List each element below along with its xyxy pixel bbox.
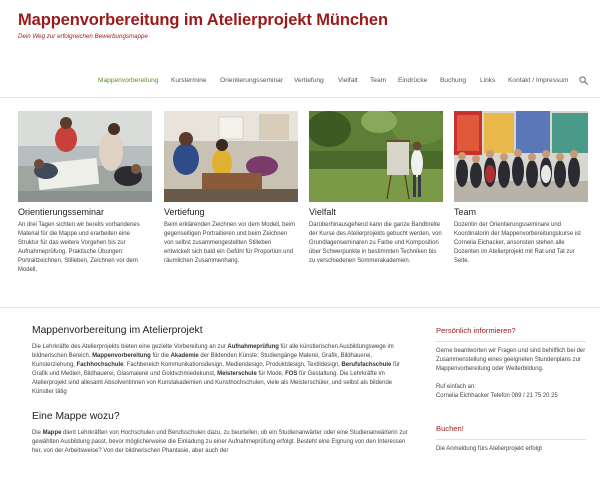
feature-vielfalt [309,111,443,266]
nav-item-buchung[interactable]: Buchung [440,77,467,84]
content-heading-mappenvorbereitung: Mappenvorbereitung im Atelierprojekt [32,325,203,336]
sidebar-divider [436,341,586,342]
site-title[interactable]: Mappenvorbereitung im Atelierprojekt München [18,11,388,29]
sidebar [436,326,586,453]
feature-title-orientierungsseminar[interactable]: Orientierungsseminar [18,207,105,217]
feature-image-team[interactable] [454,111,588,202]
sidebar-divider [436,439,586,440]
nav-item-mappenvorbereitung[interactable]: Mappenvorbereitung [98,77,159,84]
sidebar-call-block [436,383,586,401]
feature-title-vielfalt[interactable]: Vielfalt [309,207,336,217]
sidebar-call-label: Ruf einfach an: [436,383,476,390]
main-nav [0,77,600,89]
nav-item-orientierungsseminar[interactable]: Orientierungsseminar [220,77,284,84]
nav-item-kurstermine[interactable]: Kurstermine [171,77,207,84]
search-icon[interactable] [579,76,588,85]
nav-item-eindruecke[interactable]: Eindrücke [398,77,428,84]
content-paragraph-mappe: Die Mappe dient Lehrkräften von Hochschulen und Berufsschulen dazu, zu beurteilen, ob ein Studienanwärter oder eine Studienanwärterin zur gewählten Ausbildung passt, bevor möglicherweise die Einladung zu einer Aufnahmeprüfung erfolgt. Besteht eine Eignung von den Interessen her, von der Arbeitsweise? Von der bildnerischen Phantasie, aber auch der [32,429,408,454]
section-divider [0,307,600,308]
nav-item-links[interactable]: Links [480,77,496,84]
feature-orientierungsseminar [18,111,152,274]
feature-image-orientierungsseminar[interactable] [18,111,152,202]
feature-vertiefung [164,111,298,266]
feature-title-team[interactable]: Team [454,207,477,217]
site-header [0,0,600,98]
content-heading-mappe-wozu: Eine Mappe wozu? [32,410,120,422]
sidebar-heading-buchen: Buchen! [436,423,464,433]
sidebar-text-informieren: Gerne beantworten wir Fragen und sind behilflich bei der Zusammenstellung eines geeigneten Stundenplans zur Mappenvorbereitung oder Weiterbildung. [436,348,586,372]
sidebar-heading-informieren: Persönlich informieren? [436,326,516,335]
nav-item-vielfalt[interactable]: Vielfalt [338,77,358,84]
nav-item-team[interactable]: Team [370,77,387,84]
feature-text-vertiefung: Beim erklärenden Zeichnen vor dem Modell, beim gegenseitigen Portraitieren und beim Zeichnen von selbst zusammengestellten Stilleben entwickelt sich bald ein Gefühl für Proportion und räumlichen Zusammenhang. [164,222,296,264]
feature-text-orientierungsseminar: An drei Tagen sichten wir bereits vorhandenes Material für die Mappe und erarbeiten eine Struktur für das weitere Vorgehen bis zur Aufnahmeprüfung. Praktische Übungen: Portraitzeichnen, Stilleben, Zeichnen vor dem Modell. [18,222,140,273]
nav-item-kontakt[interactable]: Kontakt / Impressum [508,77,569,84]
feature-image-vertiefung[interactable] [164,111,298,202]
sidebar-text-buchen: Die Anmeldung fürs Atelierprojekt erfolgt [436,445,542,452]
feature-text-vielfalt: Darüberhinausgehend kann die ganze Bandbreite der Kurse des Atelierprojekts gebucht werden, von Grundlagenseminaren zu Farbe und Komposition über Schwerpunkte in bestimmten Techniken bis zu verschiedenen Sommerakademien. [309,222,442,264]
feature-image-vielfalt[interactable] [309,111,443,202]
feature-text-team: Dozentin der Orientierungsseminare und Koordinatorin der Mappenvorbereitungskurse ist Cornelia Eichacker, ansonsten stehen alle Dozenten im Atelierprojekt mit Rat und Tat zur Seite. [454,222,581,264]
site-tagline: Dein Weg zur erfolgreichen Bewerbungsmappe [18,33,148,40]
feature-team [454,111,588,266]
feature-title-vertiefung[interactable]: Vertiefung [164,207,205,217]
main-content [32,325,412,456]
content-paragraph-intro: Die Lehrkräfte des Atelierprojekts bieten eine gezielte Vorbereitung an zur Aufnahmeprüfung für alle künstlerischen Ausbildungswege im bildnerischen Bereich. Mappenvorbereitung für die Akademie der Bildenden Künste: Studiengänge Malerei, Grafik, Bildhauerei, Kunsterziehung, Fachhochschule: Fachbereich Kommunikationsdesign, Mediendesign, Produktdesign, Textildesign, Berufsfachschule für Grafik und Medien, Bildhauerei, Glasmalerei und Goldschmiedekunst, Meisterschule für Mode, FOS für Gestaltung. Die Lehrkräfte im Atelierprojekt sind allesamt Absolventinnen von Kunstakademien und Kunsthochschulen, viele als Meisterschüler, und selbst als bildende Künstler tätig [32,344,400,395]
nav-item-vertiefung[interactable]: Vertiefung [294,77,324,84]
sidebar-call-contact[interactable]: Cornelia Eichhacker Telefon 089 / 21 75 20 25 [436,392,558,399]
